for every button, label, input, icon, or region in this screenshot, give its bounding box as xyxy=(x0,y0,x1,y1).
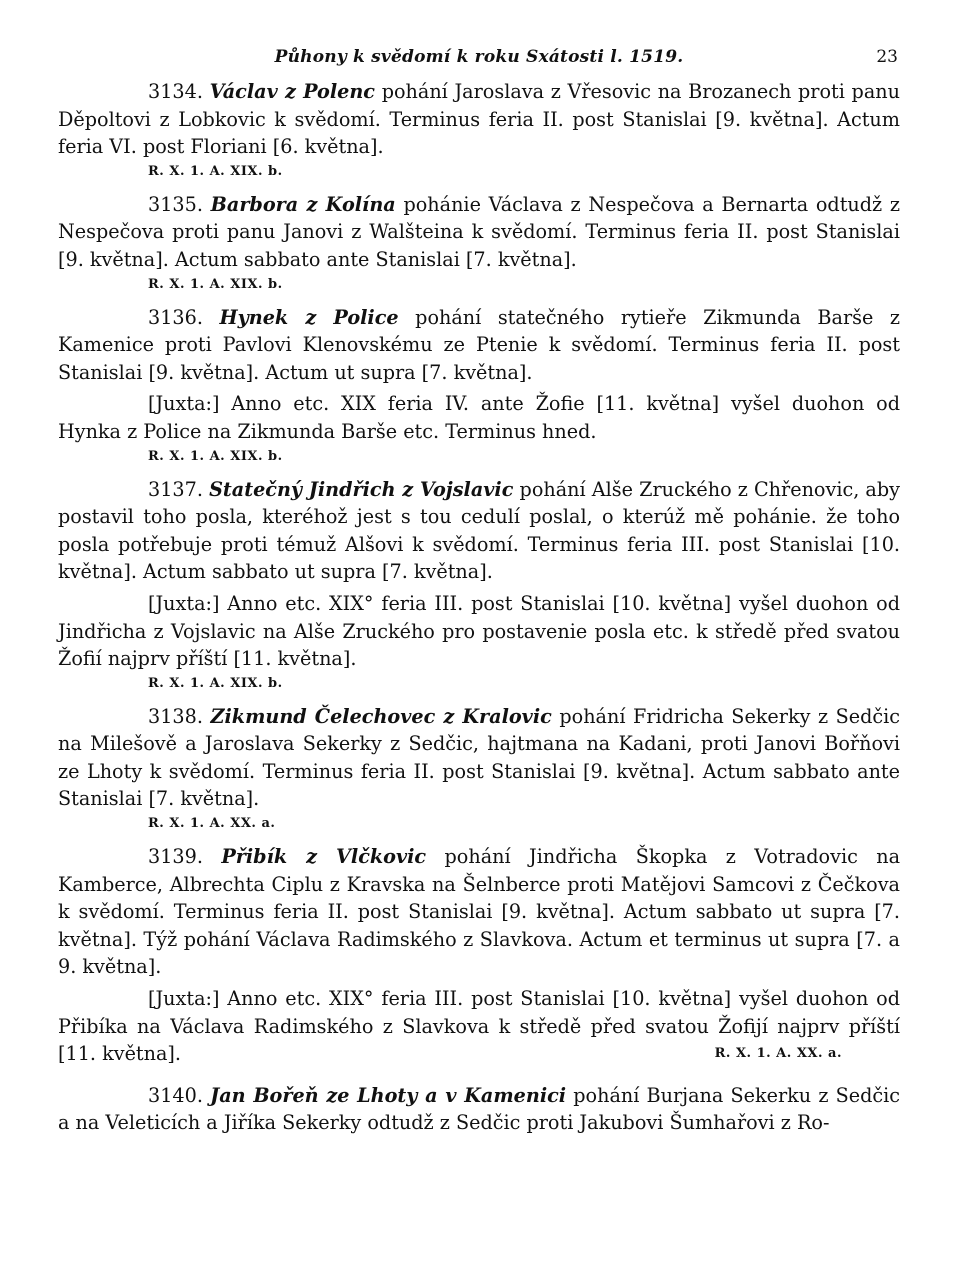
entry-plaintiff: Barbora z Kolína xyxy=(210,192,396,216)
entry-3139 xyxy=(58,843,900,981)
juxta-note xyxy=(58,985,900,1068)
entry-text: pohánie Václava z Nespečova a Bernarta odtudž z Nespečova proti panu Janovi z Walšteina k svědomí. Terminus feria II. post Stanislai [9. května]. Actum sabbato ante Stanislai [7. května]. xyxy=(58,192,900,271)
entry-3134 xyxy=(58,78,900,161)
entry-3136 xyxy=(58,304,900,387)
juxta-note: [Juxta:] Anno etc. XIX° feria III. post Stanislai [10. května] vyšel duohon od Jindřicha z Vojslavic na Alše Zruckého pro postavenie posla etc. k středě před svatou Žofií najprv příští [11. května]. xyxy=(58,591,900,671)
entry-text: pohání Burjana Sekerku z Sedčic a na Veleticích a Jiříka Sekerky odtudž z Sedčic proti Jakubovi Šumhařovi z Ro- xyxy=(58,1083,900,1135)
entry-3137 xyxy=(58,476,900,586)
source-reference: R. X. 1. A. XIX. b. xyxy=(148,675,283,691)
entry-text: pohání Fridricha Sekerky z Sedčic na Milešově a Jaroslava Sekerky z Sedčic, hajtmana na Kadani, proti Janovi Bořňovi ze Lhoty k svědomí. Terminus feria II. post Stanislai [9. května]. Actum sabbato ante Stanislai [7. května]. xyxy=(58,704,901,811)
source-reference: R. X. 1. A. XX. a. xyxy=(148,816,276,832)
entry-text: pohání Jindřicha Škopka z Votradovic na Kamberce, Albrechta Ciplu z Kravska na Šelnberce proti Matějovi Samcovi z Čečkova k svědomí. Terminus feria II. post Stanislai [9. května]. Actum sabbato ut supra [7. května]. Týž pohání Václava Radimského z Slavkova. Actum et terminus ut supra [7. a 9. května]. xyxy=(58,845,901,979)
entry-plaintiff: Václav z Polenc xyxy=(209,80,375,103)
running-header xyxy=(58,38,900,68)
juxta-text: [Juxta:] Anno etc. XIX° feria III. post Stanislai [10. května] vyšel duohon od Přibíka na Václava Radimského z Slavkova k středě před svatou Žofijí najprv příští [11. května]. xyxy=(58,987,900,1066)
page-number: 23 xyxy=(876,47,898,67)
running-title: Půhony k svědomí k roku Sxátosti l. 1519. xyxy=(274,47,684,67)
entry-number: 3136. xyxy=(148,305,203,329)
entry-plaintiff: Přibík z Vlčkovic xyxy=(221,845,427,869)
entry-number: 3139. xyxy=(148,845,203,869)
entry-number: 3137. xyxy=(148,477,203,501)
entry-text: pohání Alše Zruckého z Chřenovic, aby postavil toho posla, kteréhož jest s tou cedulí poslal, o kterúž mě pohánie. že toho posla potřebuje proti témuž Alšovi k svědomí. Terminus feria III. post Stanislai [10. května]. Actum sabbato ut supra [7. května]. xyxy=(58,477,900,584)
juxta-note: [Juxta:] Anno etc. XIX feria IV. ante Žofie [11. května] vyšel duohon od Hynka z Police na Zikmunda Barše etc. Terminus hned. xyxy=(58,392,900,443)
entry-text: pohání Jaroslava z Vřesovic na Brozanech proti panu Děpoltovi z Lobkovic k svědomí. Terminus feria II. post Stanislai [9. května]. Actum feria VI. post Floriani [6. května]. xyxy=(58,80,900,159)
entry-3140 xyxy=(58,1082,900,1137)
source-reference: R. X. 1. A. XX. a. xyxy=(714,1046,842,1062)
entry-number: 3135. xyxy=(148,192,203,216)
entry-text: pohání statečného rytieře Zikmunda Barše z Kamenice proti Pavlovi Klenovskému ze Ptenie k svědomí. Terminus feria II. post Stanislai [9. května]. Actum ut supra [7. května]. xyxy=(58,305,900,384)
source-reference: R. X. 1. A. XIX. b. xyxy=(148,276,283,292)
entry-3135 xyxy=(58,191,900,274)
entry-number: 3138. xyxy=(148,704,203,728)
entry-number: 3140. xyxy=(148,1083,203,1107)
entry-plaintiff: Hynek z Police xyxy=(219,305,399,329)
source-reference: R. X. 1. A. XIX. b. xyxy=(148,448,283,464)
entry-number: 3134. xyxy=(148,80,203,103)
entry-3138 xyxy=(58,703,900,813)
source-reference: R. X. 1. A. XIX. b. xyxy=(148,163,283,179)
document-page xyxy=(58,38,900,1137)
entry-plaintiff: Zikmund Čelechovec z Kralovic xyxy=(210,704,552,728)
entry-plaintiff: Jan Bořeň ze Lhoty a v Kamenici xyxy=(210,1083,567,1107)
entry-plaintiff: Statečný Jindřich z Vojslavic xyxy=(209,477,514,501)
